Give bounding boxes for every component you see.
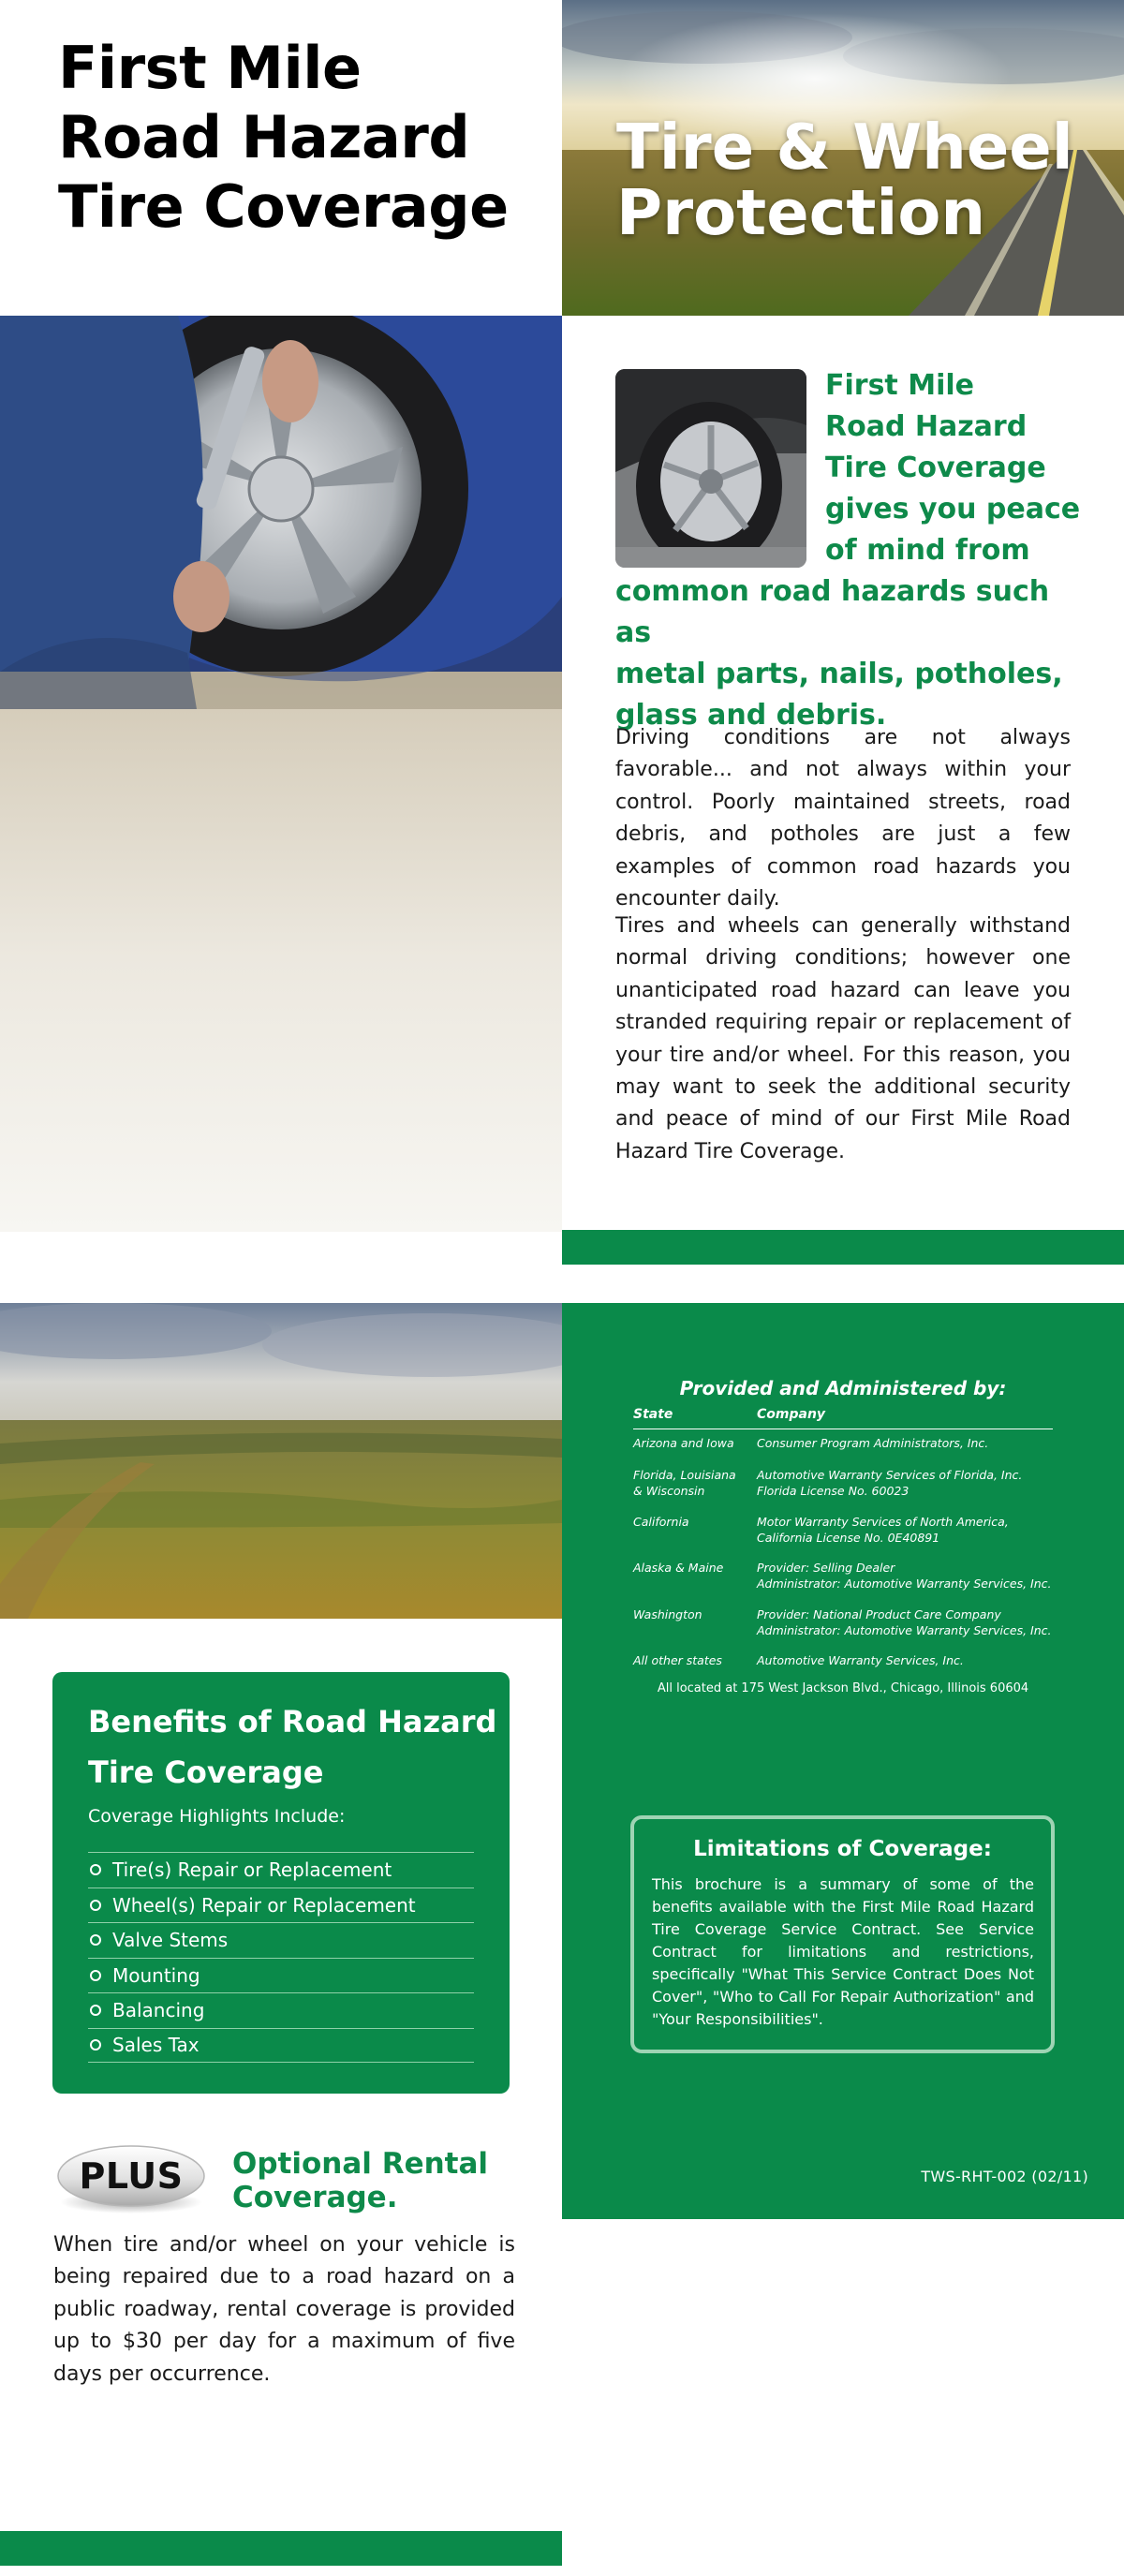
- administrators-title: Provided and Administered by:: [679, 1377, 1007, 1399]
- benefits-title-line: Benefits of Road Hazard: [88, 1704, 497, 1740]
- green-divider-bar: [562, 1230, 1124, 1265]
- rental-paragraph: When tire and/or wheel on your vehicle is being repaired due to a road hazard on a public roadway, rental coverage is provided up to $30 per day for a maximum of five days per occurrence.: [53, 2233, 515, 2386]
- intro-heading-line: First Mile: [825, 369, 974, 402]
- list-item: [88, 1958, 474, 1993]
- benefits-subtitle: Coverage Highlights Include:: [88, 1806, 346, 1827]
- company-cell: Provider: Selling Dealer: [757, 1561, 895, 1575]
- list-item: [88, 1992, 474, 2028]
- list-item-label: Balancing: [112, 1999, 205, 2022]
- limitations-text: This brochure is a summary of some of the benefits available with the First Mile Road Hazard Tire Coverage Service Contract. See Service Contract for limitations and restrictions, specifically "What This Service Contract Does Not Cover", "Who to Call For Repair Authorization" and "Your Responsibilities".: [652, 1875, 1034, 2028]
- intro-paragraph-security: Tires and wheels can generally withstand normal driving conditions; however one unanticipated road hazard can leave you stranded requiring repair or replacement of your tire and/or wheel. For this reason, you may want to seek the additional security and peace of mind of our First Mile Road Hazard Tire Coverage.: [615, 914, 1071, 1163]
- state-cell: & Wisconsin: [633, 1484, 705, 1498]
- benefits-title-line: Tire Coverage: [88, 1754, 324, 1790]
- intro-heading-line: of mind from: [825, 534, 1030, 567]
- rental-heading-line: Coverage.: [232, 2181, 398, 2214]
- state-cell: Arizona and Iowa: [633, 1436, 734, 1450]
- company-cell: Consumer Program Administrators, Inc.: [757, 1436, 989, 1450]
- list-item-label: Mounting: [112, 1963, 200, 1987]
- road-photo-title: [616, 111, 1103, 249]
- company-cell: Provider: National Product Care Company: [757, 1607, 1001, 1621]
- company-column-header: Company: [757, 1407, 826, 1422]
- company-cell: Motor Warranty Services of North America,: [757, 1515, 1009, 1529]
- company-cell: Automotive Warranty Services, Inc.: [757, 1653, 964, 1667]
- road-photo-title-line: Protection: [616, 176, 986, 249]
- bullet-ring-icon: [90, 1864, 101, 1875]
- administrators-address: All located at 175 West Jackson Blvd., Chicago, Illinois 60604: [657, 1681, 1029, 1695]
- intro-heading-line: glass and debris.: [615, 699, 887, 732]
- benefits-title: [88, 1696, 500, 1798]
- list-item: [88, 1852, 474, 1888]
- plus-badge-label: PLUS: [79, 2155, 184, 2197]
- prairie-photo: [0, 1303, 562, 1619]
- list-item-label: Valve Stems: [112, 1929, 229, 1952]
- bullet-ring-icon: [90, 1900, 101, 1911]
- bullet-ring-icon: [90, 2005, 101, 2016]
- intro-heading-line: gives you peace: [825, 493, 1081, 526]
- intro-heading: [615, 365, 1084, 736]
- list-item-label: Wheel(s) Repair or Replacement: [112, 1893, 416, 1917]
- administrators-table-header: [633, 1407, 1053, 1429]
- intro-paragraph-conditions: Driving conditions are not always favorable... and not always within your control. Poorly maintained streets, road debris, and potholes are just a few examples of common road hazards you encounter daily.: [615, 726, 1071, 911]
- main-title: [58, 34, 545, 242]
- intro-heading-line: Tire Coverage: [825, 452, 1046, 484]
- benefits-list: [88, 1852, 474, 2063]
- main-title-line: First Mile: [58, 34, 362, 102]
- rental-heading: [232, 2147, 551, 2214]
- state-cell: Washington: [633, 1607, 702, 1621]
- intro-heading-line: metal parts, nails, potholes,: [615, 658, 1063, 690]
- intro-heading-line: Road Hazard: [825, 410, 1028, 443]
- company-cell: Administrator: Automotive Warranty Services, Inc.: [757, 1577, 1052, 1591]
- green-divider-bar: [0, 2531, 562, 2566]
- tire-change-photo: [0, 316, 562, 1232]
- company-cell: California License No. 0E40891: [757, 1531, 940, 1545]
- state-cell: California: [633, 1515, 689, 1529]
- state-cell: All other states: [633, 1653, 722, 1667]
- list-item-label: Sales Tax: [112, 2034, 200, 2057]
- list-item: [88, 1922, 474, 1958]
- form-code: TWS-RHT-002 (02/11): [921, 2168, 1088, 2185]
- list-item: [88, 2028, 474, 2064]
- company-cell: Administrator: Automotive Warranty Services, Inc.: [757, 1623, 1052, 1637]
- company-cell: Automotive Warranty Services of Florida, Inc.: [757, 1468, 1023, 1482]
- rental-heading-line: Optional Rental: [232, 2147, 489, 2181]
- bullet-ring-icon: [90, 2039, 101, 2050]
- list-item-label: Tire(s) Repair or Replacement: [112, 1858, 392, 1882]
- company-cell: Florida License No. 60023: [757, 1484, 910, 1498]
- state-column-header: State: [633, 1407, 673, 1422]
- bullet-ring-icon: [90, 1934, 101, 1946]
- state-cell: Florida, Louisiana: [633, 1468, 736, 1482]
- bullet-ring-icon: [90, 1970, 101, 1981]
- state-cell: Alaska & Maine: [633, 1561, 724, 1575]
- road-photo-title-line: Tire & Wheel: [616, 111, 1073, 184]
- main-title-line: Tire Coverage: [58, 172, 509, 241]
- intro-heading-line: common road hazards such as: [615, 575, 1050, 649]
- list-item: [88, 1888, 474, 1923]
- main-title-line: Road Hazard: [58, 103, 470, 171]
- limitations-title: Limitations of Coverage:: [693, 1837, 992, 1861]
